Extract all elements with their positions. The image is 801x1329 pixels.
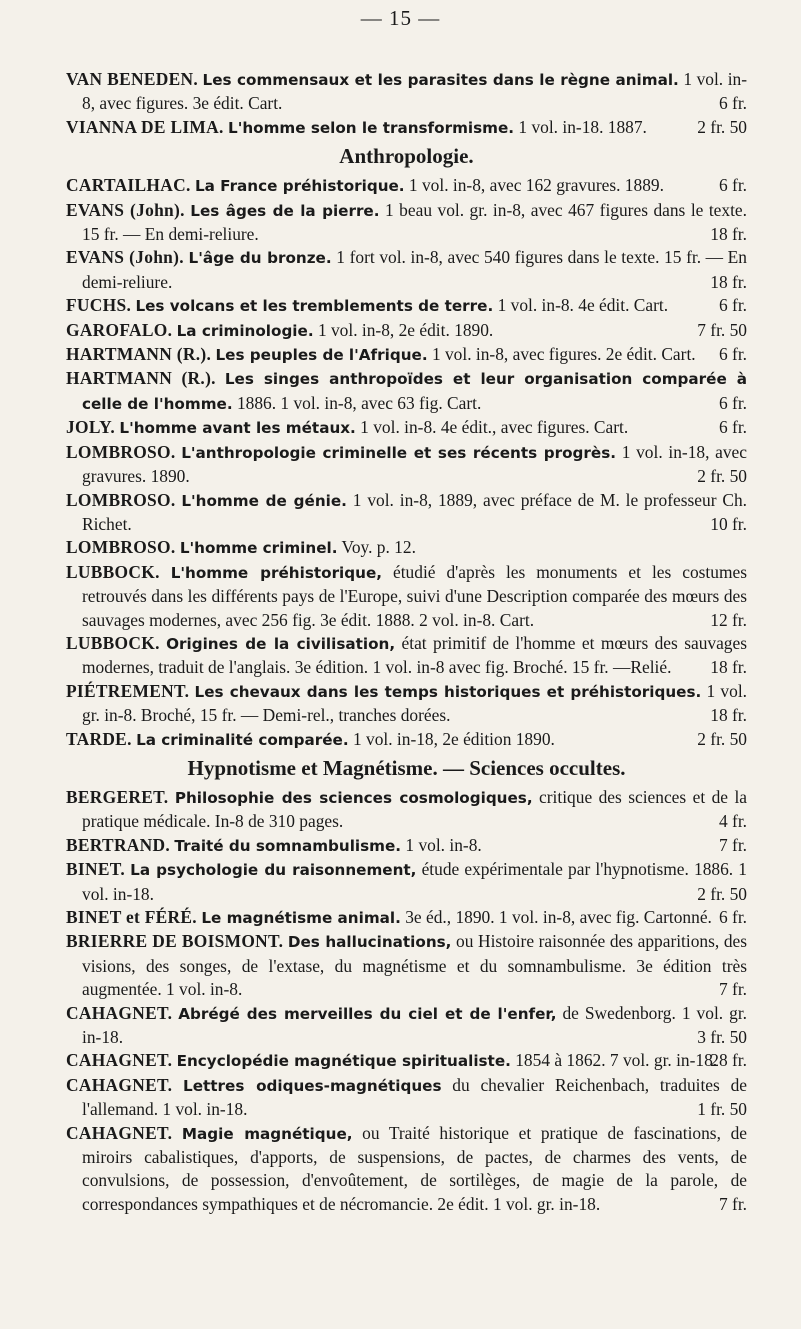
entry-rest: étude expérimentale par l'hypnotisme. 1886. 1 vol. in-18. <box>82 859 747 904</box>
catalog-entry <box>66 906 747 930</box>
entry-price: 7 fr. <box>718 1193 747 1214</box>
entry-price: 12 fr. <box>710 609 747 630</box>
catalog-entry <box>66 536 747 560</box>
entry-author: VIANNA DE LIMA. <box>66 116 224 137</box>
entry-price: 2 fr. 50 <box>697 883 747 904</box>
catalog-entry <box>66 489 747 537</box>
entry-title: Le magnétisme animal. <box>201 909 401 927</box>
entry-author: CAHAGNET. <box>66 1122 173 1143</box>
entry-rest: de Swedenborg. 1 vol. gr. in-18. <box>82 1002 747 1048</box>
catalog-entry <box>66 1002 747 1050</box>
entry-rest: ou Histoire raisonnée des apparitions, des visions, des songes, de l'extase, du magnétisme et du somnambulisme. 3e édition très augmentée. 1 vol. in-8. <box>82 931 747 1000</box>
entry-price: 10 fr. <box>710 513 747 534</box>
entry-price: 7 fr. 50 <box>697 319 747 340</box>
section-heading: Hypnotisme et Magnétisme. — Sciences occultes. <box>187 755 626 780</box>
entry-rest: 1886. 1 vol. in-8, avec 63 fig. Cart. <box>232 392 482 413</box>
entry-price: 1 fr. 50 <box>697 1099 747 1120</box>
entry-author: FUCHS. <box>66 295 132 316</box>
entry-title: La criminologie. <box>176 321 314 340</box>
catalog-entry <box>66 367 747 416</box>
entry-title: Les volcans et les tremblements de terre. <box>135 297 494 316</box>
entry-title: Les peuples de l'Afrique. <box>215 346 428 365</box>
section-heading: Anthropologie. <box>339 144 474 169</box>
catalog-entry <box>66 116 747 140</box>
entry-title: L'homme avant les métaux. <box>119 419 356 438</box>
entry-title: Les chevaux dans les temps historiques et préhistoriques. <box>194 682 702 701</box>
catalog-entry <box>66 319 747 343</box>
entry-rest: 1 vol. in-8. <box>401 834 482 855</box>
entry-title: L'homme selon le transformisme. <box>228 118 515 137</box>
entry-author: EVANS (John). <box>66 199 185 220</box>
catalog-body <box>66 68 747 1216</box>
entry-rest: 1 vol. in-8. 4e édit., avec figures. Cart. <box>355 417 629 438</box>
entry-title: L'homme préhistorique, <box>170 563 383 582</box>
entry-title: Magie magnétique, <box>181 1124 353 1143</box>
catalog-entry <box>66 416 747 440</box>
entry-price: 18 fr. <box>710 657 747 678</box>
entry-author: LOMBROSO. <box>66 441 176 462</box>
page-number: — 15 — <box>360 6 441 30</box>
entry-title: Philosophie des sciences cosmologiques, <box>174 788 533 807</box>
entry-rest: état primitif de l'homme et mœurs des sauvages modernes, traduit de l'anglais. 3e édition. 1 vol. in-8 avec fig. Broché. 15 fr. —Relié. <box>82 632 747 678</box>
entry-author: HARTMANN (R.). <box>66 368 216 389</box>
entry-rest: 1 beau vol. gr. in-8, avec 467 figures dans le texte. 15 fr. — En demi-reliure. <box>82 199 747 245</box>
entry-author: BINET. <box>66 859 125 880</box>
entry-price: 6 fr. <box>718 344 747 365</box>
entry-rest: étudié d'après les monuments et les costumes retrouvés dans les différents pays de l'Europe, suivi d'une Description comparée des mœurs des sauvages modernes, avec 256 fig. 3e édit. 1888. 2 vol. in-8. Cart. <box>82 561 747 630</box>
entry-title: L'homme criminel. <box>179 539 338 558</box>
catalog-entry <box>66 728 747 752</box>
entry-title: Les commensaux et les parasites dans le règne animal. <box>202 71 679 89</box>
entry-price: 7 fr. <box>718 979 747 1000</box>
entry-rest: ou Traité historique et pratique de fascinations, de miroirs cabalistiques, d'apports, de suspensions, de pactes, de charmes des vents, de convulsions, de possession, d'envoûtement, de sortilèges, de magie de la parole, de correspondances sympathiques et de nécromancie. 2e édit. 1 vol. gr. in-18. <box>82 1122 747 1214</box>
entry-rest: 1 vol. in-8, avec 162 gravures. 1889. <box>404 175 664 196</box>
entry-price: 2 fr. 50 <box>697 728 747 749</box>
entry-rest: 1 vol. in-8, 1889, avec préface de M. le professeur Ch. Richet. <box>82 489 747 534</box>
entry-author: LOMBROSO. <box>66 537 176 558</box>
catalog-entry <box>66 1122 747 1217</box>
catalog-entry <box>66 930 747 1001</box>
entry-author: LOMBROSO. <box>66 489 176 510</box>
entry-title: L'homme de génie. <box>181 491 347 510</box>
entry-price: 4 fr. <box>718 811 747 832</box>
entry-price: 6 fr. <box>718 907 747 927</box>
entry-title: La France préhistorique. <box>194 177 405 196</box>
entry-rest: 1 vol. in-8, avec figures. 2e édit. Cart. <box>427 344 696 365</box>
entry-author: EVANS (John). <box>66 247 184 268</box>
catalog-entry <box>66 834 747 858</box>
entry-title: Origines de la civilisation, <box>166 634 396 653</box>
entry-price: 7 fr. <box>718 834 747 855</box>
entry-author: BERGERET. <box>66 786 169 807</box>
catalog-entry <box>66 680 747 728</box>
catalog-entry <box>66 294 747 318</box>
entry-rest: 1 vol. in-8, avec figures. 3e édit. Cart. <box>82 69 748 114</box>
entry-title: Des hallucinations, <box>287 933 452 952</box>
catalog-entry <box>66 68 747 116</box>
entry-author: CAHAGNET. <box>66 1002 173 1023</box>
entry-author: CARTAILHAC. <box>66 175 191 196</box>
entry-rest: 1 vol. gr. in-8. Broché, 15 fr. — Demi-rel., tranches dorées. <box>82 680 748 726</box>
entry-rest: 1 vol. in-8, 2e édit. 1890. <box>313 319 494 340</box>
entry-title: Encyclopédie magnétique spiritualiste. <box>176 1052 511 1071</box>
entry-title: Abrégé des merveilles du ciel et de l'enfer, <box>178 1004 557 1023</box>
entry-title: Les âges de la pierre. <box>190 201 380 220</box>
entry-author: BINET et FÉRÉ. <box>66 907 197 927</box>
entry-title: L'anthropologie criminelle et ses récents progrès. <box>181 443 617 462</box>
entry-price: 6 fr. <box>718 392 747 413</box>
catalog-entry <box>66 246 747 294</box>
catalog-entry <box>66 441 747 489</box>
entry-price: 6 fr. <box>718 175 747 196</box>
catalog-entry <box>66 632 747 680</box>
entry-author: PIÉTREMENT. <box>66 680 190 701</box>
entry-price: 18 fr. <box>710 705 747 726</box>
entry-rest: du chevalier Reichenbach, traduites de l'allemand. 1 vol. in-18. <box>82 1074 747 1120</box>
catalog-entry <box>66 1074 747 1122</box>
entry-rest: 1 vol. in-18, avec gravures. 1890. <box>82 441 747 487</box>
entry-author: CAHAGNET. <box>66 1074 173 1095</box>
entry-rest: 1 fort vol. in-8, avec 540 figures dans le texte. 15 fr. — En demi-reliure. <box>82 247 748 292</box>
entry-title: La psychologie du raisonnement, <box>130 861 417 880</box>
entry-author: LUBBOCK. <box>66 561 160 582</box>
entry-price: 6 fr. <box>718 295 747 316</box>
entry-price: 2 fr. 50 <box>697 466 747 487</box>
entry-author: GAROFALO. <box>66 319 173 340</box>
entry-rest: Voy. p. 12. <box>337 537 416 558</box>
entry-author: LUBBOCK. <box>66 632 160 653</box>
catalog-entry <box>66 561 747 632</box>
entry-author: VAN BENEDEN. <box>66 69 198 89</box>
entry-title: Lettres odiques-magnétiques <box>183 1076 442 1095</box>
entry-title: La criminalité comparée. <box>136 730 349 749</box>
entry-title: Les singes anthropoïdes et leur organisation comparée à celle de l'homme. <box>82 370 748 413</box>
entry-price: 2 fr. 50 <box>697 116 747 137</box>
entry-price: 28 fr. <box>710 1050 747 1071</box>
catalog-entry <box>66 1049 747 1073</box>
entry-price: 6 fr. <box>718 417 747 438</box>
entry-author: BRIERRE DE BOISMONT. <box>66 931 284 952</box>
entry-rest: critique des sciences et de la pratique médicale. In-8 de 310 pages. <box>82 786 747 832</box>
entry-price: 18 fr. <box>710 271 747 292</box>
entry-author: CAHAGNET. <box>66 1050 173 1071</box>
entry-author: BERTRAND. <box>66 834 171 855</box>
catalog-entry <box>66 199 747 247</box>
entry-author: JOLY. <box>66 417 116 438</box>
entry-price: 18 fr. <box>710 224 747 245</box>
catalog-entry <box>66 343 747 367</box>
catalog-entry <box>66 858 747 906</box>
entry-price: 3 fr. 50 <box>697 1027 747 1048</box>
entry-rest: 3e éd., 1890. 1 vol. in-8, avec fig. Cartonné. <box>400 907 712 927</box>
entry-author: HARTMANN (R.). <box>66 344 212 365</box>
entry-rest: 1854 à 1862. 7 vol. gr. in-18. <box>510 1050 718 1071</box>
entry-price: 6 fr. <box>718 93 747 114</box>
entry-rest: 1 vol. in-18, 2e édition 1890. <box>348 728 555 749</box>
catalog-entry <box>66 786 747 834</box>
entry-rest: 1 vol. in-18. 1887. <box>514 116 647 137</box>
entry-title: L'âge du bronze. <box>188 249 332 268</box>
catalog-entry <box>66 174 747 198</box>
entry-title: Traité du somnambulisme. <box>174 836 402 855</box>
entry-rest: 1 vol. in-8. 4e édit. Cart. <box>493 295 669 316</box>
entry-author: TARDE. <box>66 728 132 749</box>
